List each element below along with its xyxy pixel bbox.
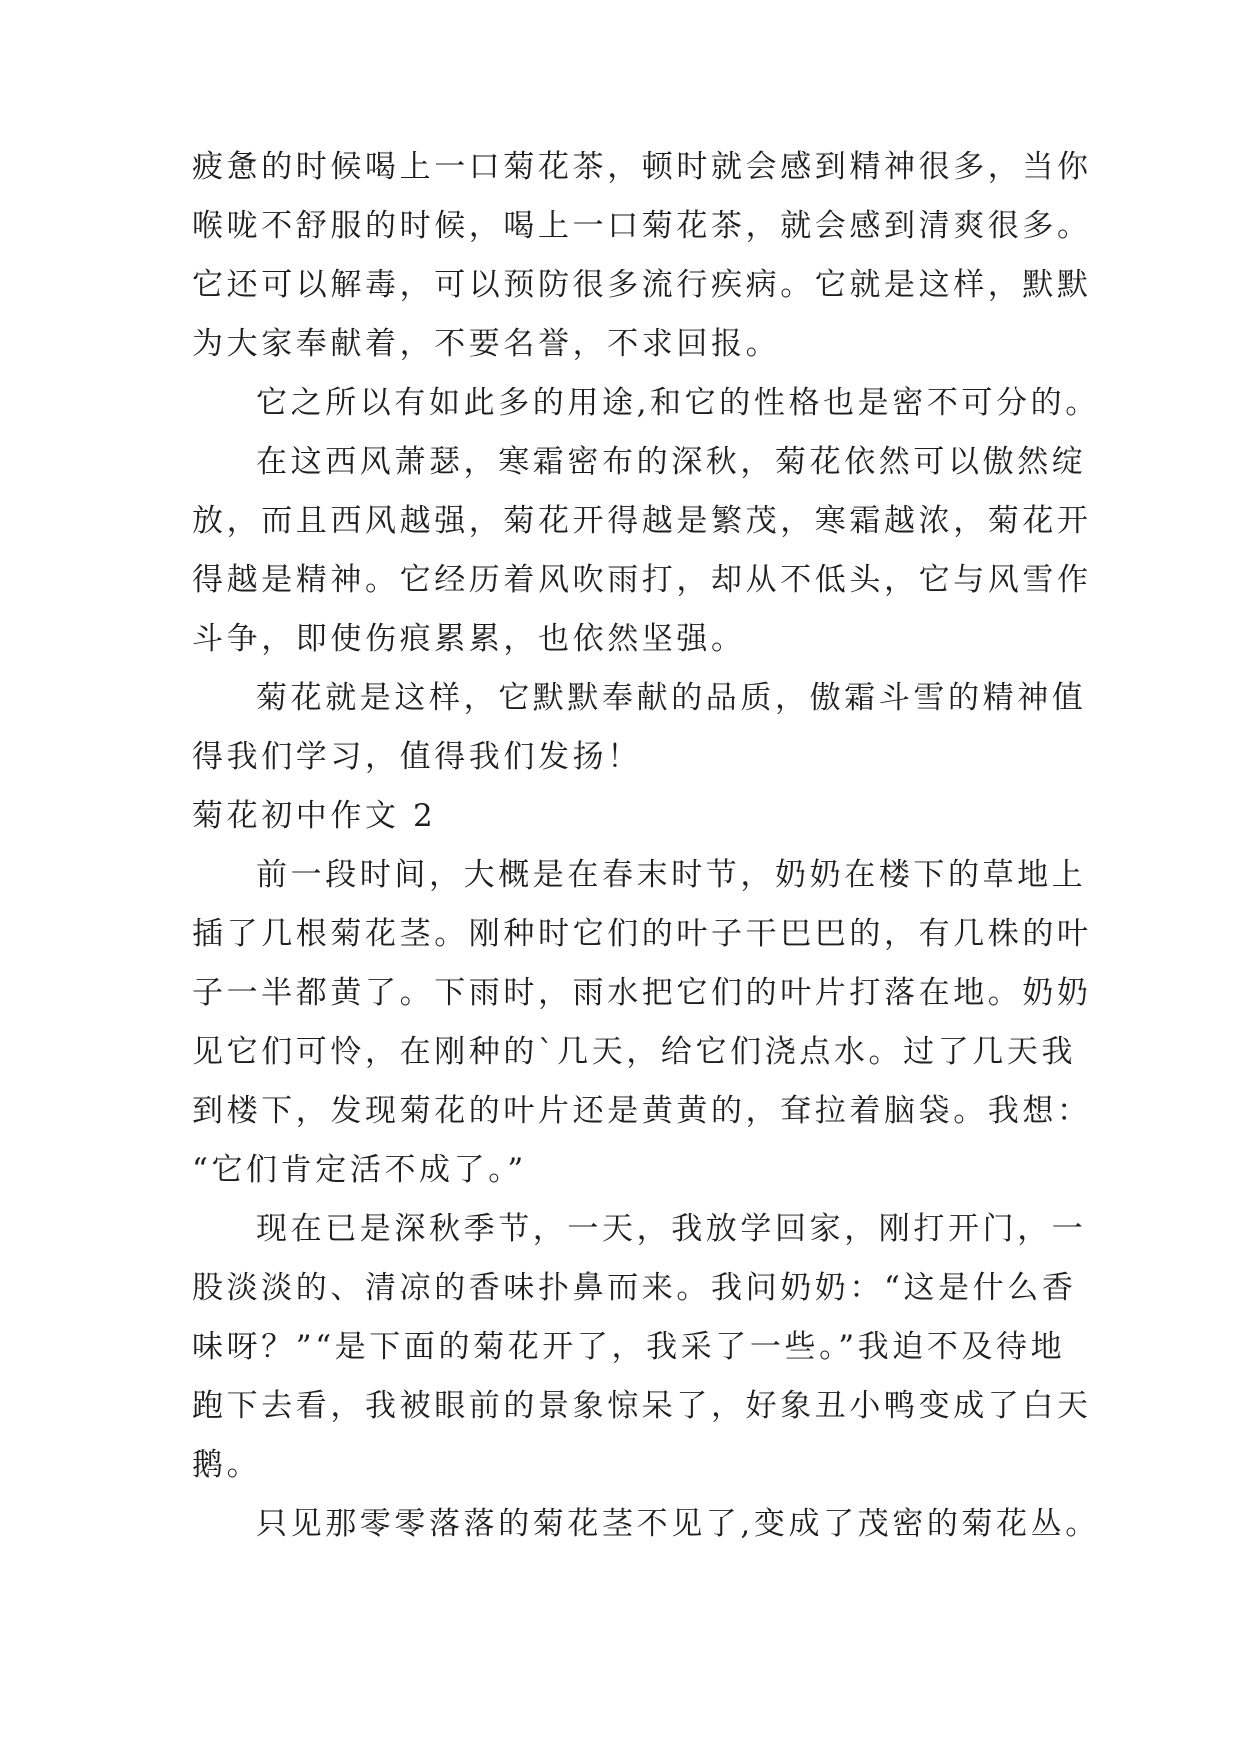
section-heading: 菊花初中作文 2	[192, 798, 437, 834]
text-line: 鹅。	[192, 1447, 262, 1483]
text-line: 为大家奉献着，不要名誉，不求回报。	[192, 326, 781, 362]
text-line: 得越是精神。它经历着风吹雨打，却从不低头，它与风雪作	[192, 562, 1092, 598]
text-line: 它还可以解毒，可以预防很多流行疾病。它就是这样，默默	[192, 267, 1092, 303]
text-line: 子一半都黄了。下雨时，雨水把它们的叶片打落在地。奶奶	[192, 975, 1092, 1011]
text-line: 得我们学习，值得我们发扬！	[192, 739, 642, 775]
text-line: 疲惫的时候喝上一口菊花茶，顿时就会感到精神很多，当你	[192, 149, 1092, 185]
paragraph-start-line: 菊花就是这样，它默默奉献的品质，傲霜斗雪的精神值	[256, 680, 1087, 716]
text-line: 喉咙不舒服的时候，喝上一口菊花茶，就会感到清爽很多。	[192, 208, 1092, 244]
paragraph-start-line: 只见那零零落落的菊花茎不见了,变成了茂密的菊花丛。	[256, 1506, 1100, 1542]
paragraph-start-line: 现在已是深秋季节，一天，我放学回家，刚打开门，一	[256, 1211, 1087, 1247]
text-line: 味呀？”“是下面的菊花开了，我采了一些。”我迫不及待地	[192, 1329, 1066, 1365]
text-line: 插了几根菊花茎。刚种时它们的叶子干巴巴的，有几株的叶	[192, 916, 1092, 952]
text-line: “它们肯定活不成了。”	[192, 1152, 527, 1188]
text-line: 到楼下，发现菊花的叶片还是黄黄的，耷拉着脑袋。我想：	[192, 1093, 1092, 1129]
paragraph-start-line: 前一段时间，大概是在春末时节，奶奶在楼下的草地上	[256, 857, 1087, 893]
text-line: 股淡淡的、清凉的香味扑鼻而来。我问奶奶：“这是什么香	[192, 1270, 1077, 1306]
text-line: 斗争，即使伤痕累累，也依然坚强。	[192, 621, 746, 657]
paragraph-start-line: 它之所以有如此多的用途,和它的性格也是密不可分的。	[256, 385, 1100, 421]
text-line: 见它们可怜，在刚种的`几天，给它们浇点水。过了几天我	[192, 1034, 1077, 1070]
text-line: 跑下去看，我被眼前的景象惊呆了，好象丑小鸭变成了白天	[192, 1388, 1092, 1424]
paragraph-start-line: 在这西风萧瑟，寒霜密布的深秋，菊花依然可以傲然绽	[256, 444, 1087, 480]
text-line: 放，而且西风越强，菊花开得越是繁茂，寒霜越浓，菊花开	[192, 503, 1092, 539]
